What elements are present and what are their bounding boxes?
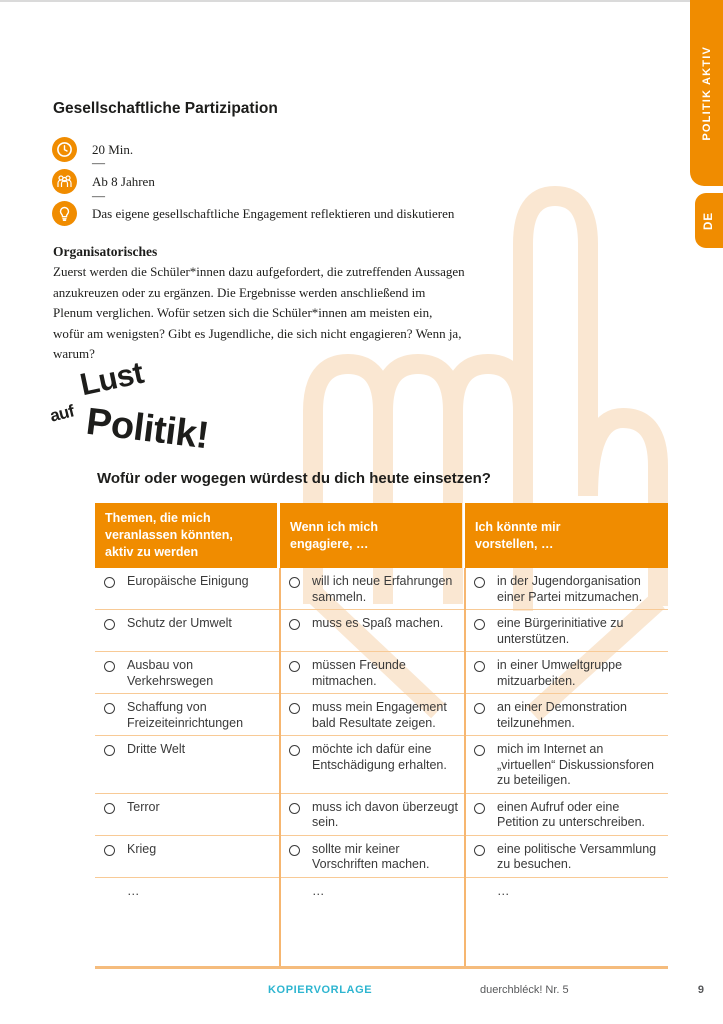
table-cell (280, 836, 465, 877)
meta-duration-text: 20 Min. (92, 141, 134, 157)
table-header-text: Ich könnte mir vorstellen, … (475, 519, 561, 551)
table-cell (95, 878, 280, 966)
table-cell (465, 878, 668, 966)
side-tab-politik-aktiv-label: POLITIK AKTIV (700, 45, 713, 141)
table-cell (465, 736, 668, 793)
column-divider (464, 568, 466, 966)
answer-circle-checkbox[interactable] (289, 577, 300, 588)
table-cell (95, 836, 280, 877)
table-cell-text: eine Bürgerinitiative zu unterstützen. (497, 616, 624, 646)
table-cell-text: … (312, 883, 325, 898)
table-row (95, 836, 668, 878)
table-cell-text: … (127, 883, 140, 898)
table-cell (465, 568, 668, 609)
answer-circle-checkbox[interactable] (474, 619, 485, 630)
worksheet-question: Wofür oder wogegen würdest du dich heute einsetzen? (97, 470, 491, 487)
answer-circle-checkbox[interactable] (289, 745, 300, 756)
table-cell-text: Schaffung von Freizeiteinrichtungen (127, 700, 244, 730)
answer-circle-checkbox[interactable] (474, 661, 485, 672)
table-cell-text: eine politische Versammlung zu besuchen. (497, 841, 657, 871)
table-cell (280, 878, 465, 966)
top-border (0, 0, 723, 2)
logo-word-politik: Politik! (83, 400, 211, 458)
table-row (95, 610, 668, 652)
table-cell (95, 652, 280, 693)
table-cell-text: Krieg (127, 841, 157, 856)
table-cell-text: muss mein Engagement bald Resultate zeigen. (312, 700, 447, 730)
answer-circle-checkbox[interactable] (474, 803, 485, 814)
table-cell-text: Schutz der Umwelt (127, 616, 232, 630)
table-cell (465, 836, 668, 877)
table-row (95, 878, 668, 966)
table-cell-text: möchte ich dafür eine Entschädigung erhalten. (312, 742, 447, 772)
page-number: 9 (697, 984, 704, 996)
answer-circle-checkbox[interactable] (474, 845, 485, 856)
footer-publication-label: duerchbléck! Nr. 5 (480, 984, 569, 996)
table-header-themen (95, 503, 277, 568)
meta-age-text: Ab 8 Jahren (92, 173, 155, 189)
meta-goal-text: Das eigene gesellschaftliche Engagement reflektieren und diskutieren (92, 205, 455, 221)
answer-circle-checkbox[interactable] (289, 619, 300, 630)
table-cell-text: Europäische Einigung (127, 574, 249, 588)
answer-circle-checkbox[interactable] (104, 703, 115, 714)
column-divider (279, 568, 281, 966)
table-cell-text: in der Jugendorganisation einer Partei mitzumachen. (497, 574, 643, 604)
side-tab-de (695, 193, 723, 248)
table-header-ich-koennte-mir-vorstellen (465, 503, 668, 568)
answer-circle-checkbox[interactable] (474, 745, 485, 756)
table-cell (465, 610, 668, 651)
table-row (95, 568, 668, 610)
answer-circle-checkbox[interactable] (104, 745, 115, 756)
footer-kopiervorlage-label: KOPIERVORLAGE (268, 984, 373, 996)
answer-circle-checkbox[interactable] (289, 661, 300, 672)
table-row (95, 794, 668, 836)
answer-circle-checkbox[interactable] (289, 703, 300, 714)
logo-word-lust: Lust (76, 354, 147, 403)
table-cell (465, 694, 668, 735)
table-cell (95, 736, 280, 793)
page-title: Gesellschaftliche Partizipation (53, 100, 278, 117)
meta-goal (52, 201, 454, 226)
table-cell (95, 568, 280, 609)
lightbulb-icon (52, 201, 77, 226)
table-cell-text: sollte mir keiner Vorschriften machen. (312, 841, 430, 871)
table-row (95, 652, 668, 694)
section-heading-organisatorisches: Organisatorisches (53, 244, 158, 259)
table-header-row (95, 503, 668, 568)
answer-circle-checkbox[interactable] (474, 703, 485, 714)
answer-circle-checkbox[interactable] (104, 619, 115, 630)
table-cell (280, 736, 465, 793)
answer-circle-checkbox[interactable] (474, 577, 485, 588)
table-cell-text: Dritte Welt (127, 742, 186, 756)
table-cell-text: an einer Demonstration teilzunehmen. (497, 700, 627, 730)
table-cell-text: Terror (127, 799, 160, 814)
table-cell-text: einen Aufruf oder eine Petition zu unterschreiben. (497, 799, 646, 829)
organisatorisches-text: Zuerst werden die Schüler*innen dazu aufgefordert, die zutreffenden Aussagen anzukreuzen oder zu ergänzen. Die Ergebnisse werden anschließend im Plenum verglichen. Wofür setzen sich die Schüler*innen am meisten ein, wofür am wenigsten? Gibt es Jugendliche, die sich nicht engagieren? Wenn ja, warum? (53, 264, 465, 361)
table-cell (280, 610, 465, 651)
table-cell-text: will ich neue Erfahrungen sammeln. (312, 574, 453, 604)
table-cell-text: in einer Umweltgruppe mitzuarbeiten. (497, 658, 623, 688)
table-cell (280, 652, 465, 693)
table-cell-text: Ausbau von Verkehrswegen (127, 658, 214, 688)
answer-circle-checkbox[interactable] (104, 577, 115, 588)
table-cell (95, 610, 280, 651)
answer-circle-checkbox[interactable] (289, 803, 300, 814)
table-cell (465, 794, 668, 835)
table-cell (280, 694, 465, 735)
worksheet-table (95, 503, 668, 969)
table-cell (465, 652, 668, 693)
answer-circle-checkbox[interactable] (104, 803, 115, 814)
answer-circle-checkbox[interactable] (289, 845, 300, 856)
people-icon (52, 169, 77, 194)
table-cell (280, 794, 465, 835)
table-cell (95, 694, 280, 735)
table-cell-text: … (497, 883, 510, 898)
table-row (95, 694, 668, 736)
clock-icon (52, 137, 77, 162)
answer-circle-checkbox[interactable] (104, 845, 115, 856)
side-tab-de-label: DE (703, 211, 715, 230)
table-cell-text: muss ich davon überzeugt sein. (312, 799, 458, 829)
table-row (95, 736, 668, 794)
table-header-text: Themen, die mich veranlassen könnten, aktiv zu werden (105, 511, 233, 559)
worksheet-table-body (95, 568, 668, 969)
logo-word-auf: auf (47, 401, 76, 426)
answer-circle-checkbox[interactable] (104, 661, 115, 672)
table-cell-text: mich im Internet an „virtuellen“ Diskussionsforen zu beteiligen. (497, 742, 655, 787)
table-cell-text: muss es Spaß machen. (312, 616, 444, 630)
table-cell (95, 794, 280, 835)
table-header-wenn-ich-mich-engagiere (280, 503, 462, 568)
meta-separator: — (92, 155, 105, 170)
side-tab-politik-aktiv (690, 0, 723, 186)
meta-separator: — (92, 188, 105, 203)
table-header-text: Wenn ich mich engagiere, … (290, 519, 378, 551)
table-cell (280, 568, 465, 609)
table-cell-text: müssen Freunde mitmachen. (312, 658, 406, 688)
